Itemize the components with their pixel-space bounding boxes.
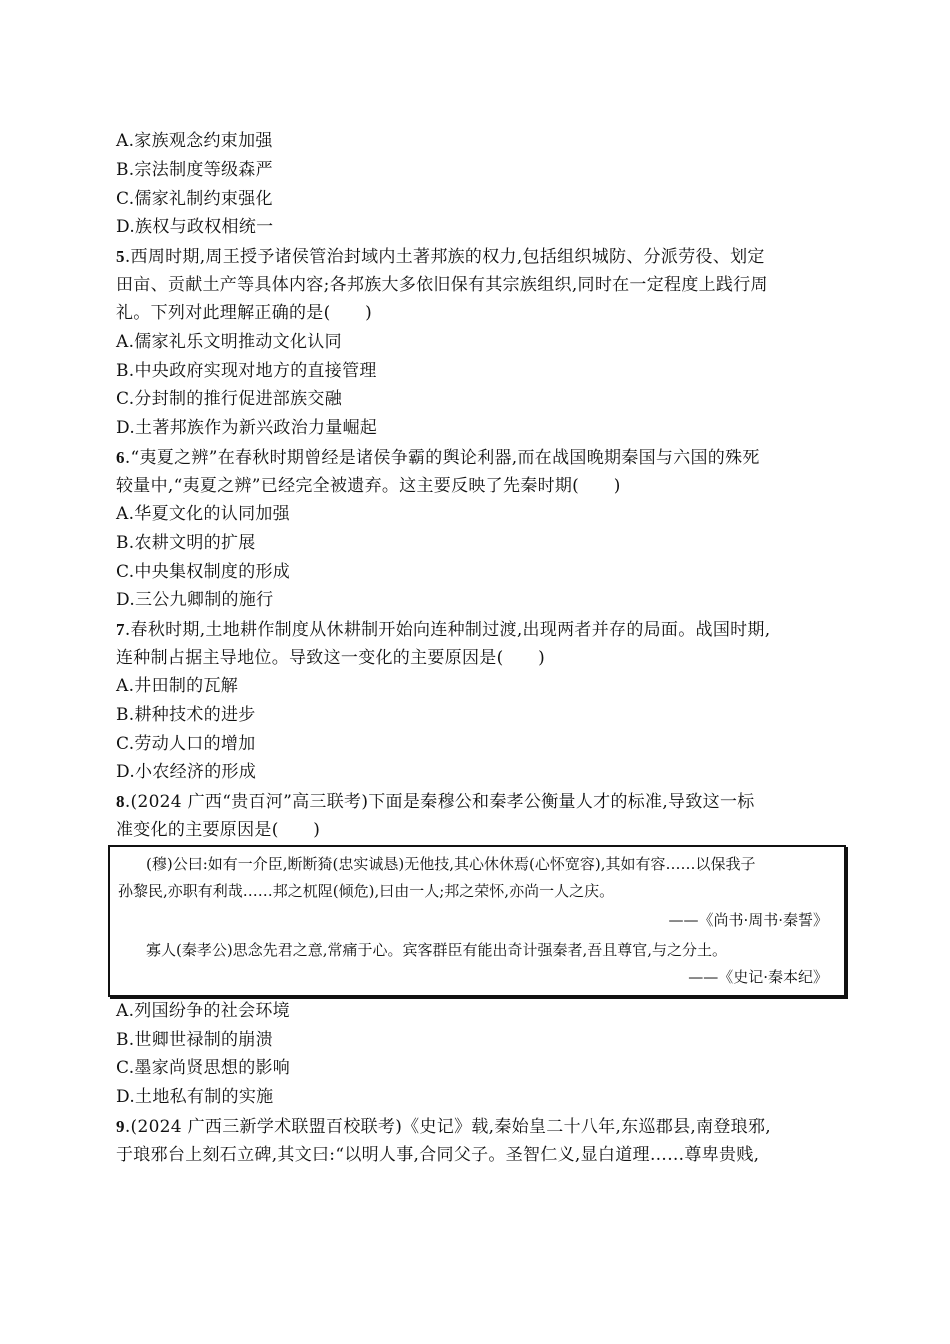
q6-stem-line-2: 较量中,“夷夏之辨”已经完全被遗弃。这主要反映了先秦时期( ) <box>116 476 621 496</box>
q8-option-a: A.列国纷争的社会环境 <box>116 1001 290 1021</box>
q5-stem-line-1 <box>116 242 846 272</box>
q7-option-b: B.耕种技术的进步 <box>116 705 256 725</box>
material-citation-2: ——《史记·秦本纪》 <box>688 968 828 986</box>
q8-stem-line-2: 准变化的主要原因是( ) <box>116 820 321 840</box>
q6-option-c: C.中央集权制度的形成 <box>116 562 291 582</box>
question-number: 8 <box>116 792 125 811</box>
q4-option-b: B.宗法制度等级森严 <box>116 160 273 180</box>
q5-stem-line-3: 礼。下列对此理解正确的是( ) <box>116 303 373 323</box>
q6-option-d: D.三公九卿制的施行 <box>116 590 274 610</box>
q5-option-a: A.儒家礼乐文明推动文化认同 <box>116 332 342 352</box>
material-p1-line-1 <box>122 851 755 877</box>
q8-stem-line-1 <box>116 787 846 817</box>
material-p2: 寡人(秦孝公)思念先君之意,常痛于心。宾客群臣有能出奇计强秦者,吾且尊官,与之分土。 <box>146 941 728 959</box>
q9-source-prefix: .(2024 <box>124 1117 188 1137</box>
q7-option-a: A.井田制的瓦解 <box>116 676 239 696</box>
material-p1-line-2: 孙黎民,亦职有利哉……邦之杌陧(倾危),曰由一人;邦之荣怀,亦尚一人之庆。 <box>118 882 615 900</box>
question-number: 9 <box>116 1117 125 1136</box>
q9-source: 广西三新学术联盟百校联考 <box>187 1117 396 1137</box>
material-p1-text: (穆)公曰:如有一介臣,断断猗(忠实诚恳)无他技,其心休休焉(心怀宽容),其如有容……以保我子 <box>146 855 756 873</box>
q9-stem-line-2: 于琅邪台上刻石立碑,其文曰:“以明人事,合同父子。圣智仁义,显白道理……尊卑贵贱, <box>116 1145 760 1165</box>
q6-option-b: B.农耕文明的扩展 <box>116 533 256 553</box>
q5-option-c: C.分封制的推行促进部族交融 <box>116 389 343 409</box>
q8-option-b: B.世卿世禄制的崩溃 <box>116 1030 273 1050</box>
q5-stem-line-2: 田亩、贡献土产等具体内容;各邦族大多依旧保有其宗族组织,同时在一定程度上践行周 <box>116 275 768 295</box>
q8-source: 广西“贵百河”高三联考 <box>187 792 362 812</box>
q9-stem-line-1 <box>116 1112 846 1142</box>
q7-stem-text: .春秋时期,土地耕作制度从休耕制开始向连种制过渡,出现两者并存的局面。战国时期, <box>124 620 771 640</box>
q6-stem-text: .“夷夏之辨”在春秋时期曾经是诸侯争霸的舆论利器,而在战国晚期秦国与六国的殊死 <box>124 448 760 468</box>
question-number: 6 <box>116 448 125 467</box>
q4-option-c: C.儒家礼制约束强化 <box>116 189 273 209</box>
question-number: 7 <box>116 620 125 639</box>
q5-option-d: D.土著邦族作为新兴政治力量崛起 <box>116 418 378 438</box>
material-citation-1: ——《尚书·周书·秦誓》 <box>668 911 828 929</box>
q8-option-d: D.土地私有制的实施 <box>116 1087 274 1107</box>
q5-stem-text: .西周时期,周王授予诸侯管治封域内土著邦族的权力,包括组织城防、分派劳役、划定 <box>124 247 765 267</box>
q4-option-a: A.家族观念约束加强 <box>116 131 273 151</box>
q7-stem-line-1 <box>116 615 846 645</box>
q7-stem-line-2: 连种制占据主导地位。导致这一变化的主要原因是( ) <box>116 648 546 668</box>
q4-option-d: D.族权与政权相统一 <box>116 217 274 237</box>
q8-option-c: C.墨家尚贤思想的影响 <box>116 1058 291 1078</box>
question-number: 5 <box>116 247 125 266</box>
q5-option-b: B.中央政府实现对地方的直接管理 <box>116 361 377 381</box>
q7-option-d: D.小农经济的形成 <box>116 762 257 782</box>
q7-option-c: C.劳动人口的增加 <box>116 734 256 754</box>
q6-option-a: A.华夏文化的认同加强 <box>116 504 290 524</box>
q8-source-prefix: .(2024 <box>124 792 188 812</box>
q8-stem-text: )下面是秦穆公和秦孝公衡量人才的标准,导致这一标 <box>361 792 755 812</box>
material-box <box>108 845 846 997</box>
q9-stem-text: )《史记》载,秦始皇二十八年,东巡郡县,南登琅邪, <box>395 1117 771 1137</box>
q6-stem-line-1 <box>116 443 846 473</box>
